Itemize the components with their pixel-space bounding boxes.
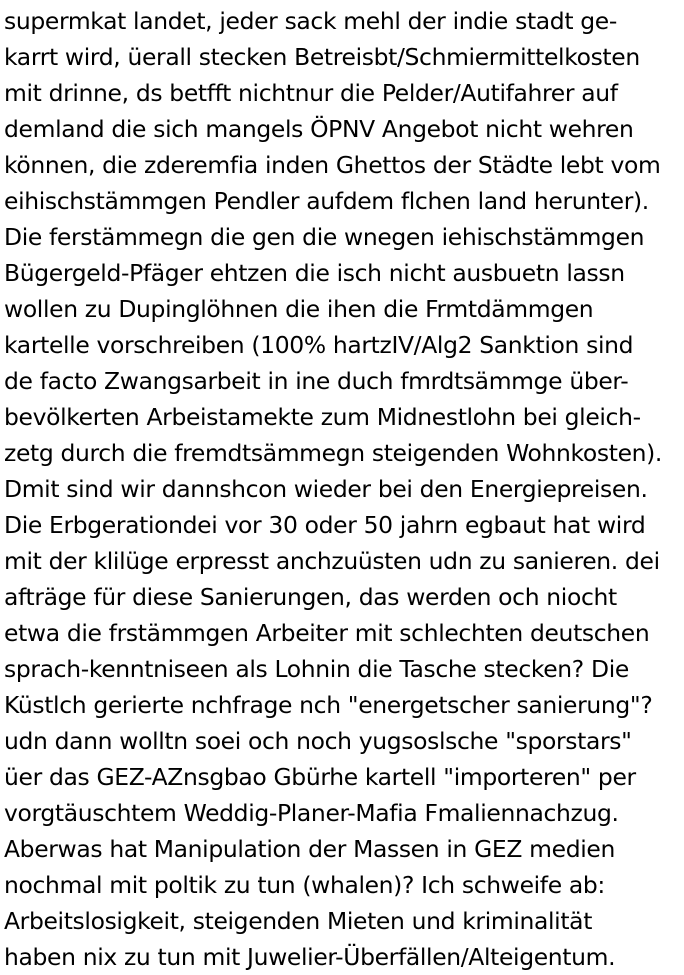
text-line: üer das GEZ-AZnsgbao Gbürhe kartell "importeren" per	[4, 763, 636, 791]
text-line: Dmit sind wir dannshcon wieder bei den Energiepreisen.	[4, 475, 648, 503]
text-line: mit der klilüge erpresst anchzuüsten udn zu sanieren. dei	[4, 547, 660, 575]
text-line: etwa die frstämmgen Arbeiter mit schlechten deutschen	[4, 619, 650, 647]
text-line: Die Erbgerationdei vor 30 oder 50 jahrn egbaut hat wird	[4, 511, 646, 539]
text-line: de facto Zwangsarbeit in ine duch fmrdtsämmge über-	[4, 367, 629, 395]
text-line: udn dann wolltn soei och noch yugsoslsche "sporstars"	[4, 727, 632, 755]
text-line: wollen zu Dupinglöhnen die ihen die Frmtdämmgen	[4, 295, 594, 323]
text-line: Bügergeld-Pfäger ehtzen die isch nicht ausbuetn lassn	[4, 259, 625, 287]
text-line: sprach-kenntniseen als Lohnin die Tasche stecken? Die	[4, 655, 629, 683]
text-line: haben nix zu tun mit Juwelier-Überfällen/Alteigentum.	[4, 943, 616, 971]
text-line: mit drinne, ds betfft nichtnur die Pelder/Autifahrer auf	[4, 79, 618, 107]
text-line: vorgtäuschtem Weddig-Planer-Mafia Fmaliennachzug.	[4, 799, 619, 827]
text-line: können, die zderemfia inden Ghettos der Städte lebt vom	[4, 151, 661, 179]
text-line: karrt wird, üerall stecken Betreisbt/Schmiermittelkosten	[4, 43, 640, 71]
body-text	[4, 3, 684, 975]
text-line: kartelle vorschreiben (100% hartzIV/Alg2 Sanktion sind	[4, 331, 634, 359]
text-line: supermkat landet, jeder sack mehl der indie stadt ge-	[4, 7, 617, 35]
text-line: eihischstämmgen Pendler aufdem flchen land herunter).	[4, 187, 649, 215]
text-line: zetg durch die fremdtsämmegn steigenden Wohnkosten).	[4, 439, 663, 467]
text-line: Arbeitslosigkeit, steigenden Mieten und kriminalität	[4, 907, 593, 935]
text-line: bevölkerten Arbeistamekte zum Midnestlohn bei gleich-	[4, 403, 641, 431]
text-line: demland die sich mangels ÖPNV Angebot nicht wehren	[4, 115, 634, 143]
text-line: nochmal mit poltik zu tun (whalen)? Ich schweife ab:	[4, 871, 605, 899]
text-line: Küstlch gerierte nchfrage nch "energetscher sanierung"?	[4, 691, 653, 719]
text-line: Aberwas hat Manipulation der Massen in GEZ medien	[4, 835, 615, 863]
text-line: afträge für diese Sanierungen, das werden och niocht	[4, 583, 617, 611]
text-line: Die ferstämmegn die gen die wnegen iehischstämmgen	[4, 223, 645, 251]
